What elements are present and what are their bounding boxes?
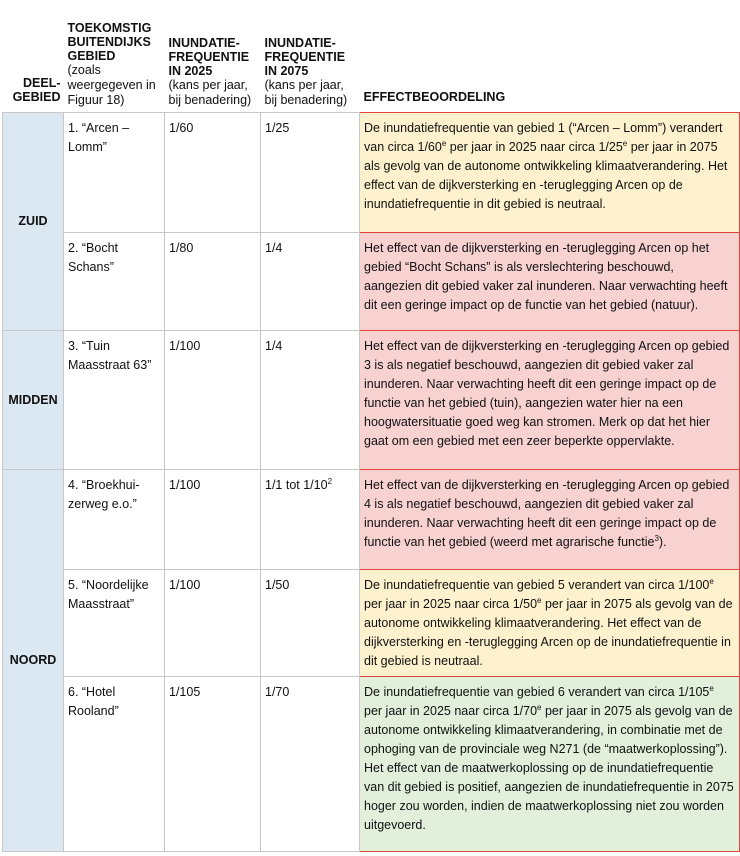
effect-assessment-table [2,0,740,852]
assessment-negative: Het effect van de dijkversterking en -teruglegging Arcen op het gebied “Bocht Schans” is als verslechtering beschouwd, aangezien dit gebied vaker zal inunderen. Naar verwachting heeft dit een geringe impact op de functie van het gebied (natuur). [360,233,740,331]
assessment-positive: De inundatiefrequentie van gebied 6 verandert van circa 1/105e per jaar in 2025 naar circa 1/70e per jaar in 2075 als gevolg van de autonome ontwikkeling klimaatverandering, in combinatie met de ophoging van de provinciale weg N271 (de “maatwerkoplossing”). Het effect van de maatwerkoplossing op de inundatiefrequentie van dit gebied is positief, aangezien de inundatiefrequentie in 2075 hoger zou worden, indien de maatwerkoplossing niet zou worden uitgevoerd. [360,677,740,852]
assessment-neutral: De inundatiefrequentie van gebied 1 (“Arcen – Lomm”) verandert van circa 1/60e per jaar in 2025 naar circa 1/25e per jaar in 2075 als gevolg van de autonome ontwikkeling klimaatverandering. Het effect van de dijkversterking en -teruglegging Arcen op de inundatiefrequentie in dit gebied is neutraal. [360,113,740,233]
frequency-2025: 1/80 [165,233,261,331]
table-row [3,570,740,677]
assessment-neutral: De inundatiefrequentie van gebied 5 verandert van circa 1/100e per jaar in 2025 naar circa 1/50e per jaar in 2075 als gevolg van de autonome ontwikkeling klimaatverandering. Het effect van de dijkversterking en -teruglegging Arcen op de inundatiefrequentie in dit gebied is neutraal. [360,570,740,677]
frequency-2025: 1/100 [165,470,261,570]
area-name: 4. “Broekhui-zerweg e.o.” [64,470,165,570]
frequency-2075: 1/4 [261,233,360,331]
header-effectbeoordeling: EFFECTBEOORDELING [363,90,506,104]
area-name: 3. “Tuin Maasstraat 63” [64,331,165,470]
frequency-2075: 1/1 tot $1/10^2$ [261,470,360,570]
area-name: 2. “Bocht Schans” [64,233,165,331]
frequency-2025: 1/100 [165,331,261,470]
frequency-2075: 1/70 [261,677,360,852]
frequency-2075: 1/25 [261,113,360,233]
header-buitendijks-gebied: TOEKOMSTIG BUITENDIJKS GEBIED (zoals weergegeven in Figuur 18) [67,21,156,107]
table-row [3,233,740,331]
frequency-2025: 1/60 [165,113,261,233]
deelgebied-noord: NOORD [3,470,64,852]
header-frequentie-2075: INUNDATIE-FREQUENTIE IN 2075 (kans per jaar, bij benadering) [264,36,348,107]
area-name: 1. “Arcen – Lomm” [64,113,165,233]
table-header-row [3,0,740,113]
assessment-negative: Het effect van de dijkversterking en -teruglegging Arcen op gebied 3 is als negatief beschouwd, aangezien dit gebied vaker zal inunderen. Naar verwachting heeft dit een geringe impact op de functie van het gebied (tuin), aangezien water hier na een hoogwatersituatie goed weg kan stromen. Merk op dat het hier gaat om een gebied met een zeer beperkte oppervlakte. [360,331,740,470]
frequency-2075: 1/50 [261,570,360,677]
area-name: 5. “Noordelijke Maasstraat” [64,570,165,677]
assessment-negative: Het effect van de dijkversterking en -teruglegging Arcen op gebied 4 is als negatief beschouwd, aangezien dit gebied vaker zal inunderen. Naar verwachting heeft dit een geringe impact op de functie van het gebied (weerd met agrarische functie$^3$). [360,470,740,570]
header-frequentie-2025: INUNDATIE-FREQUENTIE IN 2025 (kans per jaar, bij benadering) [168,36,252,107]
area-name: 6. “Hotel Rooland” [64,677,165,852]
deelgebied-midden: MIDDEN [3,331,64,470]
table-row [3,113,740,233]
header-deelgebied: DEEL-GEBIED [12,76,61,104]
table-row [3,331,740,470]
table-row [3,677,740,852]
frequency-2075: 1/4 [261,331,360,470]
deelgebied-zuid: ZUID [3,113,64,331]
table-row [3,470,740,570]
frequency-2025: 1/100 [165,570,261,677]
frequency-2025: 1/105 [165,677,261,852]
